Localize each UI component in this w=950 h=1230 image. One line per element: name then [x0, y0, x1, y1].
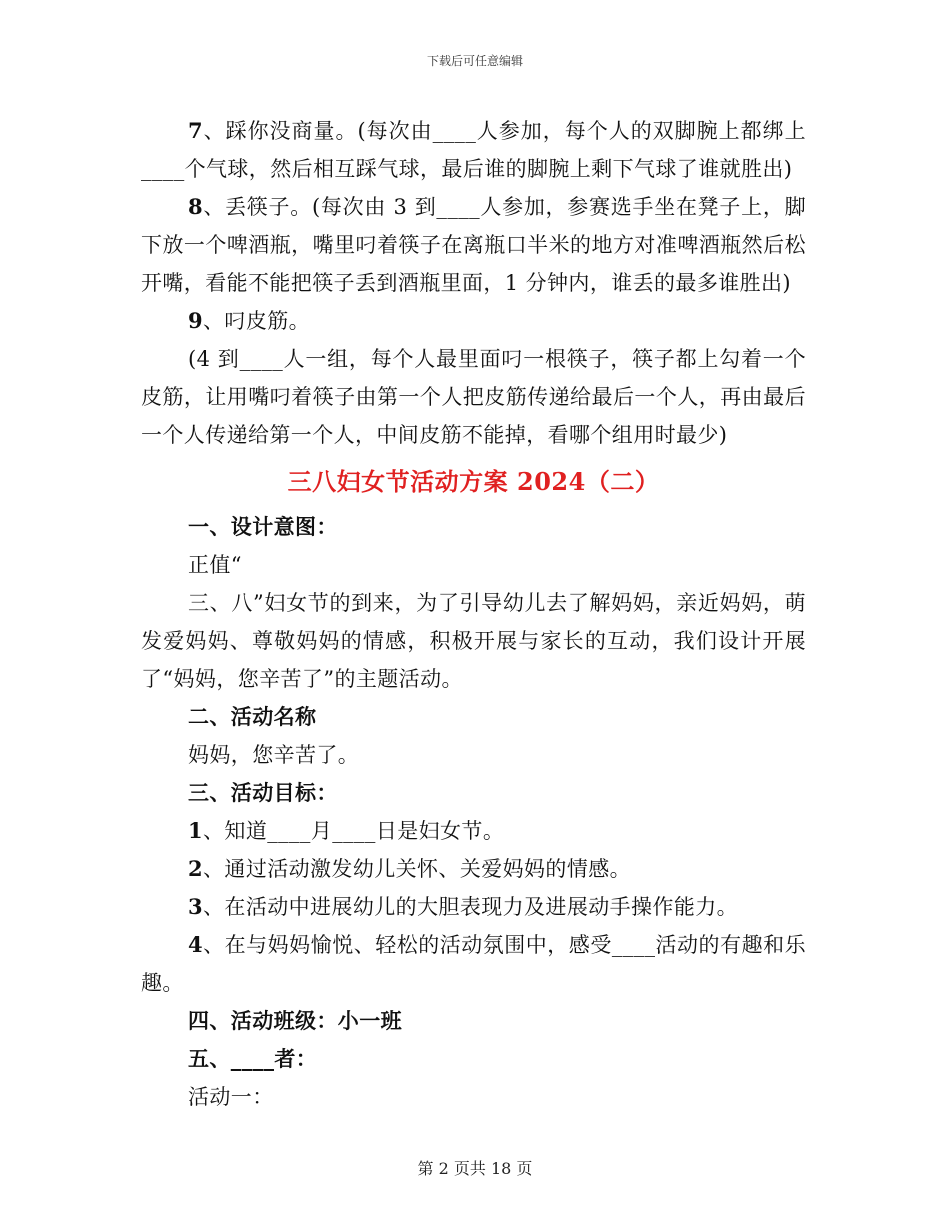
- paragraph: 正值“: [188, 553, 242, 577]
- list-item: [141, 812, 806, 850]
- item-text: 、踩你没商量。(每次由____人参加，每个人的双脚腕上都绑上____个气球，然后相互踩气球，最后谁的脚腕上剩下气球了谁就胜出): [141, 119, 806, 181]
- paragraph: (4 到____人一组，每个人最里面叼一根筷子，筷子都上勾着一个皮筋，让用嘴叼着筷子由第一个人把皮筋传递给最后一个人，再由最后一个人传递给第一个人，中间皮筋不能掉，看哪个组用时最少): [141, 347, 806, 447]
- item-number: 7: [188, 118, 204, 143]
- list-item: [141, 888, 806, 926]
- item-number: 2: [188, 856, 204, 881]
- paragraph: 活动一：: [188, 1085, 274, 1109]
- section-heading: 二、活动名称: [188, 704, 317, 729]
- list-item: [141, 850, 806, 888]
- list-item: [141, 302, 806, 340]
- item-number: 4: [188, 932, 204, 957]
- page-header: 下载后可任意编辑: [426, 54, 523, 68]
- item-number: 3: [188, 894, 204, 919]
- section-heading: 三、活动目标：: [188, 780, 338, 805]
- item-text: 、在活动中进展幼儿的大胆表现力及进展动手操作能力。: [203, 895, 739, 919]
- item-number: 9: [188, 308, 204, 333]
- section-heading: 一、设计意图：: [188, 514, 338, 539]
- paragraph: 三、八”妇女节的到来，为了引导幼儿去了解妈妈，亲近妈妈，萌发爱妈妈、尊敬妈妈的情感，积极开展与家长的互动，我们设计开展了“妈妈，您辛苦了”的主题活动。: [141, 591, 806, 691]
- section-heading: 四、活动班级：小一班: [188, 1008, 402, 1033]
- paragraph: 妈妈，您辛苦了。: [188, 743, 360, 767]
- section-title: 三八妇女节活动方案 2024（二）: [287, 467, 660, 496]
- list-item: [141, 112, 806, 188]
- item-text: 、在与妈妈愉悦、轻松的活动氛围中，感受____活动的有趣和乐趣。: [141, 933, 806, 995]
- item-text: 、通过活动激发幼儿关怀、关爱妈妈的情感。: [203, 857, 632, 881]
- item-number: 1: [188, 818, 204, 843]
- list-item: [141, 926, 806, 1002]
- item-text: 、丢筷子。(每次由 3 到____人参加，参赛选手坐在凳子上，脚下放一个啤酒瓶，嘴里叼着筷子在离瓶口半米的地方对准啤酒瓶然后松开嘴，看能不能把筷子丢到酒瓶里面，1 分钟内，谁丢的最多谁胜出): [141, 195, 806, 295]
- item-text: 、叼皮筋。: [203, 309, 311, 333]
- section-heading: 五、____者：: [188, 1046, 318, 1071]
- document-body: [141, 112, 806, 1116]
- page-footer: 第 2 页共 18 页: [417, 1159, 533, 1178]
- list-item: [141, 188, 806, 302]
- item-number: 8: [188, 194, 204, 219]
- item-text: 、知道____月____日是妇女节。: [203, 819, 505, 843]
